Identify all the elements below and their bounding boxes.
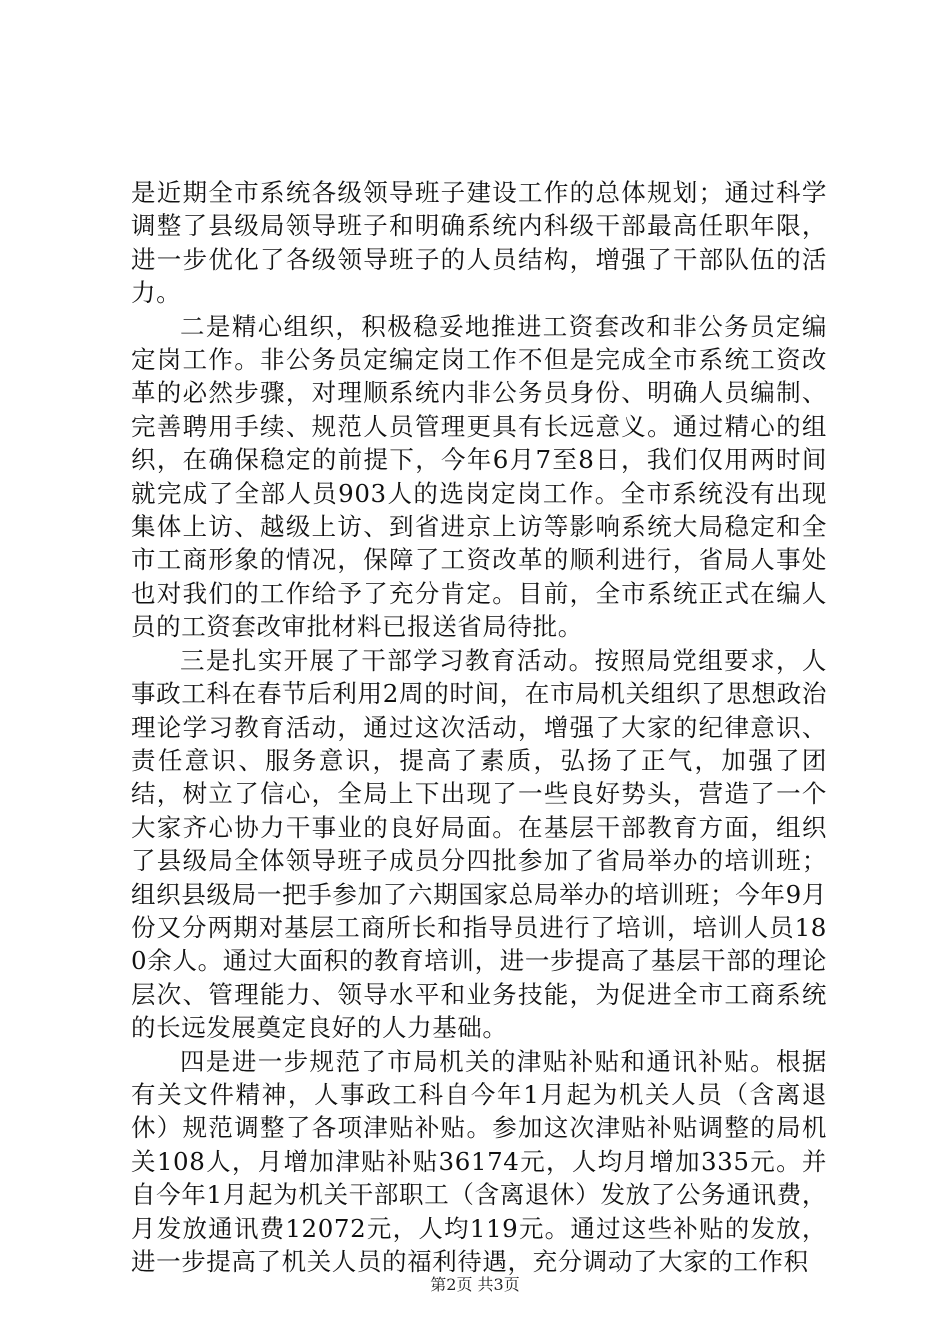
- paragraph-continuation: 是近期全市系统各级领导班子建设工作的总体规划；通过科学调整了县级局领导班子和明确系统内科级干部最高任职年限，进一步优化了各级领导班子的人员结构，增强了干部队伍的活力。: [131, 178, 827, 308]
- page-number-footer: 第2页 共3页: [430, 1275, 520, 1294]
- document-body: [131, 176, 827, 1278]
- paragraph-item-three: 三是扎实开展了干部学习教育活动。按照局党组要求，人事政工科在春节后利用2周的时间，在市局机关组织了思想政治理论学习教育活动，通过这次活动，增强了大家的纪律意识、责任意识、服务意识，提高了素质，弘扬了正气，加强了团结，树立了信心，全局上下出现了一些良好势头，营造了一个大家齐心协力干事业的良好局面。在基层干部教育方面，组织了县级局全体领导班子成员分四批参加了省局举办的培训班；组织县级局一把手参加了六期国家总局举办的培训班；今年9月份又分两期对基层工商所长和指导员进行了培训，培训人员180余人。通过大面积的教育培训，进一步提高了基层干部的理论层次、管理能力、领导水平和业务技能，为促进全市工商系统的长远发展奠定良好的人力基础。: [131, 645, 827, 1043]
- paragraph-item-four: 四是进一步规范了市局机关的津贴补贴和通讯补贴。根据有关文件精神，人事政工科自今年1月起为机关人员（含离退休）规范调整了各项津贴补贴。参加这次津贴补贴调整的局机关108人，月增加津贴补贴36174元，人均月增加335元。并自今年1月起为机关干部职工（含离退休）发放了公务通讯费，月发放通讯费12072元，人均119元。通过这些补贴的发放，进一步提高了机关人员的福利待遇，充分调动了大家的工作积: [131, 1046, 827, 1276]
- paragraph-item-two: 二是精心组织，积极稳妥地推进工资套改和非公务员定编定岗工作。非公务员定编定岗工作不但是完成全市系统工资改革的必然步骤，对理顺系统内非公务员身份、明确人员编制、完善聘用手续、规范人员管理更具有长远意义。通过精心的组织，在确保稳定的前提下，今年6月7至8日，我们仅用两时间就完成了全部人员903人的选岗定岗工作。全市系统没有出现集体上访、越级上访、到省进京上访等影响系统大局稳定和全市工商形象的情况，保障了工资改革的顺利进行，省局人事处也对我们的工作给予了充分肯定。目前，全市系统正式在编人员的工资套改审批材料已报送省局待批。: [131, 311, 827, 642]
